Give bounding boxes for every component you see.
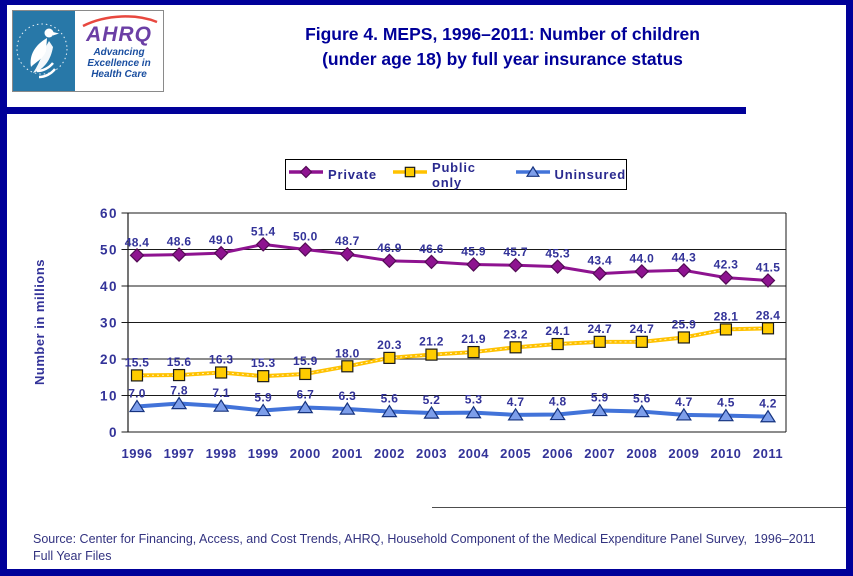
data-label: 5.2 (422, 393, 441, 408)
data-label: 44.0 (629, 251, 655, 266)
data-point-marker (509, 259, 522, 272)
data-label: 5.9 (590, 390, 609, 405)
data-label: 25.9 (671, 317, 697, 332)
ahrq-logo (12, 10, 164, 92)
x-tick-label: 2002 (373, 446, 405, 461)
data-point-marker (383, 254, 396, 267)
data-point-marker (467, 258, 480, 271)
data-label: 43.4 (587, 253, 613, 268)
data-label: 7.1 (212, 386, 230, 401)
x-tick-label: 2010 (710, 446, 742, 461)
data-point-marker (257, 238, 270, 251)
data-label: 20.3 (377, 337, 402, 352)
data-label: 45.7 (503, 245, 528, 260)
data-label: 48.7 (335, 234, 360, 249)
data-point-marker (720, 324, 731, 335)
data-point-marker (174, 370, 185, 381)
data-point-marker (593, 267, 606, 280)
data-point-marker (258, 371, 269, 382)
data-label: 4.8 (548, 394, 567, 409)
series-private (125, 224, 781, 287)
logo-swoosh-icon (79, 14, 159, 28)
x-tick-label: 2008 (626, 446, 658, 461)
legend-label-private: Private (328, 167, 377, 182)
data-point-marker (300, 368, 311, 379)
data-label: 45.3 (545, 246, 570, 261)
data-label: 42.3 (713, 257, 739, 272)
x-tick-label: 2004 (458, 446, 489, 461)
data-label: 7.8 (170, 383, 188, 398)
data-point-marker (426, 349, 437, 360)
y-tick-label: 20 (99, 352, 118, 367)
y-tick-label: 40 (99, 279, 118, 294)
data-point-marker (510, 342, 521, 353)
x-tick-label: 2001 (331, 446, 363, 461)
page-border-top (0, 0, 853, 5)
data-label: 44.3 (671, 250, 697, 265)
y-tick-label: 60 (99, 206, 118, 221)
x-tick-label: 1996 (121, 446, 153, 461)
data-label: 21.9 (461, 332, 486, 347)
x-tick-label: 1999 (247, 446, 279, 461)
page-title (170, 22, 835, 72)
legend-label-public-only: Public only (431, 159, 476, 190)
y-tick-label: 30 (99, 315, 118, 331)
data-label: 51.4 (250, 224, 276, 239)
x-tick-label: 1997 (163, 446, 195, 461)
series-public-only (125, 308, 781, 381)
page-title-line2: (under age 18) by full year insurance status (322, 49, 683, 69)
data-label: 49.0 (208, 233, 234, 248)
chart-frame-line (432, 507, 846, 508)
data-label: 23.2 (503, 327, 528, 342)
x-tick-label: 2003 (416, 446, 447, 461)
data-point-marker (299, 243, 312, 256)
public-only-legend-marker-icon (390, 164, 430, 185)
chart-svg (85, 200, 845, 480)
data-label: 46.6 (419, 241, 444, 256)
data-label: 7.0 (128, 386, 146, 401)
data-label: 4.2 (759, 396, 777, 411)
data-point-marker (719, 271, 732, 284)
x-tick-label: 2000 (289, 446, 321, 461)
logo-tagline (75, 47, 163, 80)
hhs-eagle-icon (13, 11, 75, 91)
hhs-seal (13, 11, 75, 91)
logo-org-name: AHRQ (86, 23, 152, 46)
data-point-marker (384, 352, 395, 363)
data-point-marker (131, 249, 144, 262)
data-label: 5.3 (464, 392, 483, 407)
x-tick-label: 2011 (752, 446, 784, 461)
page-border-bottom (0, 569, 853, 576)
data-point-marker (132, 370, 143, 381)
data-point-marker (342, 361, 353, 372)
data-point-marker (762, 274, 775, 287)
data-point-marker (636, 336, 647, 347)
data-label: 5.6 (633, 391, 651, 406)
legend-item-uninsured (513, 164, 626, 185)
data-label: 21.2 (419, 334, 444, 349)
data-label: 6.7 (296, 387, 315, 402)
data-label: 15.5 (124, 355, 150, 370)
data-label: 41.5 (755, 260, 781, 275)
data-point-marker (405, 167, 414, 176)
data-point-marker (216, 367, 227, 378)
page-border-left (0, 0, 7, 576)
data-point-marker (173, 248, 186, 261)
x-tick-label: 2005 (500, 446, 532, 461)
data-label: 28.1 (713, 309, 739, 324)
data-point-marker (552, 339, 563, 350)
data-label: 16.3 (208, 352, 234, 367)
data-label: 15.9 (292, 353, 318, 368)
data-point-marker (468, 347, 479, 358)
x-tick-label: 2006 (542, 446, 574, 461)
data-label: 15.3 (250, 356, 276, 371)
data-label: 24.1 (545, 324, 570, 339)
uninsured-legend-marker-icon (513, 164, 553, 185)
data-point-marker (594, 336, 605, 347)
data-point-marker (425, 255, 438, 268)
logo-text-panel (75, 11, 163, 91)
legend-label-uninsured: Uninsured (554, 167, 626, 182)
data-label: 45.9 (461, 244, 486, 259)
data-label: 50.0 (292, 229, 318, 244)
data-point-marker (300, 166, 311, 177)
data-label: 48.4 (124, 235, 150, 250)
data-point-marker (678, 332, 689, 343)
logo-tagline-line2: Excellence in (87, 58, 151, 69)
data-label: 48.6 (166, 234, 192, 249)
header-divider-rule (0, 107, 746, 114)
data-label: 4.7 (675, 394, 693, 409)
y-tick-label: 0 (108, 425, 118, 440)
x-tick-label: 2009 (668, 446, 700, 461)
page-title-line1: Figure 4. MEPS, 1996–2011: Number of children (305, 24, 700, 44)
legend-item-public-only (390, 160, 500, 190)
data-point-marker (677, 264, 690, 277)
data-label: 5.9 (254, 390, 272, 405)
data-point-marker (635, 265, 648, 278)
x-tick-label: 1998 (205, 446, 237, 461)
legend-item-private (286, 164, 377, 185)
data-label: 5.6 (380, 391, 399, 406)
source-note: Source: Center for Financing, Access, and Cost Trends, AHRQ, Household Component of the Medical Expenditure Panel Survey, 1996–2011 Full Year Files (33, 532, 820, 563)
y-axis-title: Number in millions (32, 259, 47, 386)
page-border-right (846, 0, 853, 576)
y-tick-label: 50 (99, 242, 118, 258)
private-legend-marker-icon (286, 164, 326, 185)
data-label: 46.9 (377, 240, 402, 255)
data-label: 6.3 (338, 389, 357, 404)
x-axis-labels (122, 446, 784, 461)
data-point-marker (215, 247, 228, 260)
chart-legend (285, 159, 627, 190)
y-tick-label: 10 (99, 388, 118, 404)
data-label: 15.6 (166, 355, 192, 370)
series-uninsured (128, 384, 777, 422)
data-label: 24.7 (629, 321, 655, 336)
data-point-marker (763, 323, 774, 334)
logo-tagline-line3: Health Care (91, 69, 147, 80)
data-label: 24.7 (587, 321, 613, 336)
logo-tagline-line1: Advancing (93, 47, 145, 58)
data-label: 4.5 (717, 395, 735, 410)
data-label: 4.7 (506, 394, 525, 409)
data-label: 18.0 (335, 346, 360, 361)
data-label: 28.4 (755, 308, 781, 323)
x-tick-label: 2007 (584, 446, 616, 461)
data-point-marker (551, 260, 564, 273)
